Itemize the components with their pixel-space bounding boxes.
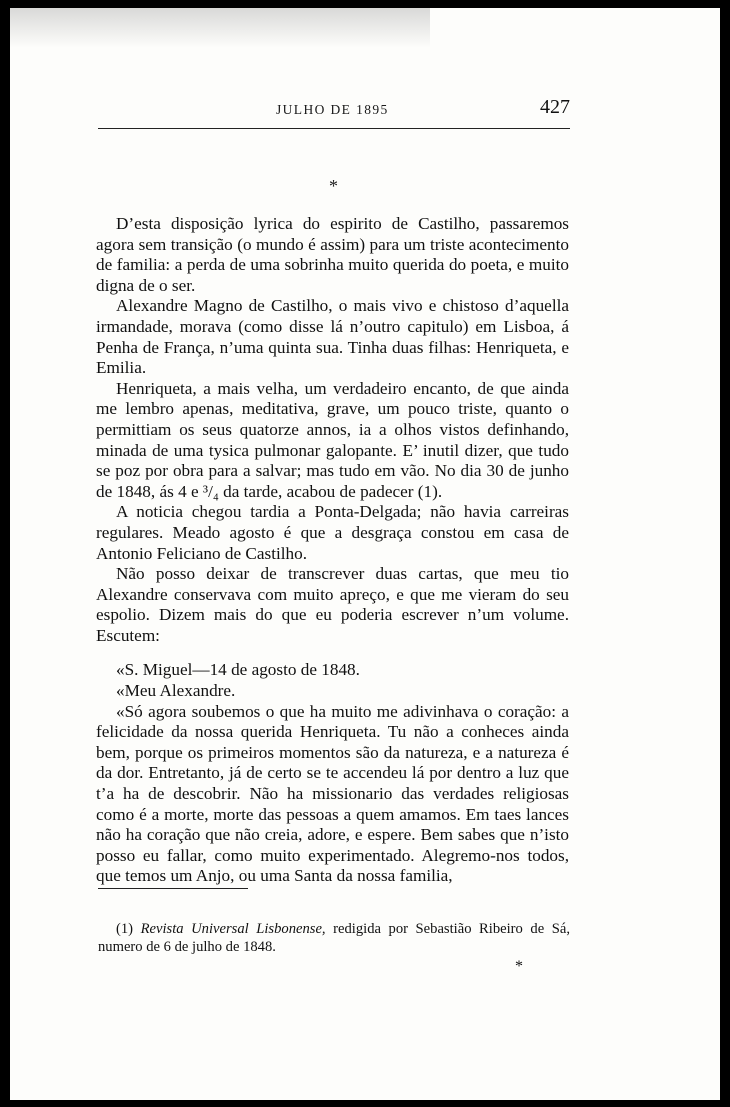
body-text	[96, 214, 569, 887]
footnote-text: redigida por Sebastião Ribeiro de Sá, numero de 6 de julho de 1848.	[98, 921, 570, 955]
footnote	[98, 920, 570, 956]
footnote-paragraph	[98, 920, 570, 956]
letter-body: «Só agora soubemos o que ha muito me adivinhava o coração: a felicidade da nossa querida Henriqueta. Tu não a conheces ainda bem, porque os primeiros momentos são da natureza, e a natureza é da dor. Entretanto, já de certo se te accendeu lá por dentro a luz que t’a ha de descobrir. Não ha missionario das verdades religiosas como é a morte, morte das pessoas a quem amamos. Em taes lances não ha coração que não creia, adore, e espere. Bem sabes que n’isto posso eu fallar, como muito experimentado. Alegremo-nos todos, que temos um Anjo, ou uma Santa da nossa familia,	[96, 701, 569, 886]
running-title: JULHO DE 1895	[276, 102, 389, 117]
paragraph: Henriqueta, a mais velha, um verdadeiro encanto, de que ainda me lembro apenas, meditativa, grave, um pouco triste, quanto o permittiam os seus quatorze annos, ia a olhos vistos definhando, minada de uma tysica pulmonar galopante. E’ inutil dizer, que tudo se poz por obra para a salvar; mas tudo em vão. No dia 30 de junho de 1848, ás 4 e ³/₄ da tarde, acabou de padecer (1).	[96, 378, 569, 501]
paragraph: D’esta disposição lyrica do espirito de Castilho, passaremos agora sem transição (o mundo é assim) para um triste acontecimento de familia: a perda de uma sobrinha muito querida do poeta, e muito digna de o ser.	[96, 214, 569, 295]
footnote-marker: (1)	[116, 921, 134, 937]
footnote-rule	[98, 888, 248, 889]
scan-shadow	[10, 8, 430, 48]
paragraph: A noticia chegou tardia a Ponta-Delgada; não havia carreiras regulares. Meado agosto é que a desgraça constou em casa de Antonio Feliciano de Castilho.	[96, 502, 569, 563]
letter-date-line: «S. Miguel—14 de agosto de 1848.	[116, 660, 360, 680]
page-number: 427	[540, 96, 570, 118]
paragraph: Não posso deixar de transcrever duas cartas, que meu tio Alexandre conservava com muito apreço, e que me vieram do seu espolio. Dizem mais do que eu poderia escrever n’um volume. Escutem:	[96, 564, 569, 645]
footnote-title: Revista Universal Lisbonense,	[140, 921, 326, 937]
paragraph: Alexandre Magno de Castilho, o mais vivo e chistoso d’aquella irmandade, morava (como disse lá n’outro capitulo) em Lisboa, á Penha de França, n’uma quinta sua. Tinha duas filhas: Henriqueta, e Emilia.	[96, 296, 569, 378]
section-asterism: *	[329, 176, 338, 196]
book-page	[10, 8, 720, 1100]
end-mark: *	[515, 958, 523, 975]
letter-salutation: «Meu Alexandre.	[116, 681, 236, 701]
page-header	[98, 98, 570, 129]
